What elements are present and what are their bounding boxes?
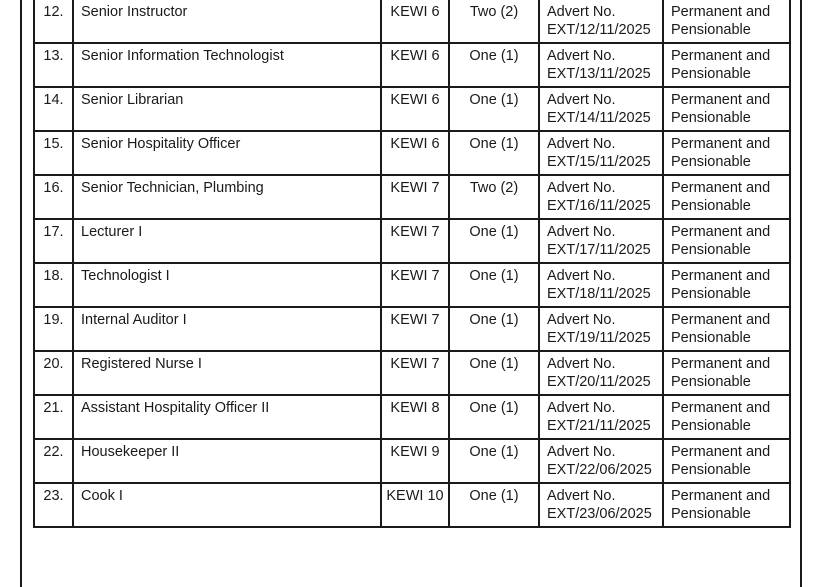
terms-line-1: Permanent and [671, 136, 771, 152]
advert-cell [539, 395, 663, 439]
terms-line-2: Pensionable [671, 329, 751, 346]
row-number-cell [34, 43, 73, 87]
terms-cell [663, 175, 790, 219]
grade-cell [381, 43, 449, 87]
row-number-cell [34, 175, 73, 219]
terms-cell [663, 219, 790, 263]
row-number: 20. [43, 356, 64, 372]
advert-number: EXT/21/11/2025 [547, 417, 651, 434]
terms-line-2: Pensionable [671, 109, 751, 126]
advert-number: EXT/17/11/2025 [547, 241, 651, 258]
position-cell [73, 439, 381, 483]
advert-label: Advert No. [547, 48, 616, 64]
advert-label: Advert No. [547, 92, 616, 108]
grade-cell [381, 131, 449, 175]
row-number-cell [34, 263, 73, 307]
row-number-cell [34, 307, 73, 351]
posts-cell [449, 219, 539, 263]
job-grade: KEWI 6 [390, 136, 440, 152]
row-number-cell [34, 439, 73, 483]
terms-cell [663, 395, 790, 439]
terms-line-1: Permanent and [671, 444, 771, 460]
job-grade: KEWI 7 [390, 224, 440, 240]
number-of-posts: One (1) [469, 268, 519, 284]
number-of-posts: Two (2) [469, 180, 519, 196]
position-title: Cook I [81, 488, 123, 504]
grade-cell [381, 439, 449, 483]
advert-label: Advert No. [547, 180, 616, 196]
advert-label: Advert No. [547, 312, 616, 328]
advert-number: EXT/15/11/2025 [547, 153, 651, 170]
terms-line-1: Permanent and [671, 48, 771, 64]
terms-line-1: Permanent and [671, 488, 771, 504]
number-of-posts: One (1) [469, 224, 519, 240]
advert-cell [539, 483, 663, 527]
number-of-posts: One (1) [469, 356, 519, 372]
job-grade: KEWI 6 [390, 48, 440, 64]
position-cell [73, 219, 381, 263]
row-number: 17. [43, 224, 64, 240]
position-cell [73, 0, 381, 43]
table-row [34, 43, 790, 87]
advert-label: Advert No. [547, 4, 616, 20]
advert-cell [539, 219, 663, 263]
job-grade: KEWI 7 [390, 268, 440, 284]
table-row [34, 87, 790, 131]
advert-label: Advert No. [547, 268, 616, 284]
job-grade: KEWI 7 [390, 312, 440, 328]
row-number-cell [34, 219, 73, 263]
row-number: 21. [43, 400, 64, 416]
number-of-posts: One (1) [469, 400, 519, 416]
grade-cell [381, 483, 449, 527]
position-title: Housekeeper II [81, 444, 180, 460]
position-title: Lecturer I [81, 224, 143, 240]
advert-label: Advert No. [547, 224, 616, 240]
job-grade: KEWI 6 [390, 4, 440, 20]
terms-line-1: Permanent and [671, 180, 771, 196]
advert-number: EXT/16/11/2025 [547, 197, 651, 214]
number-of-posts: One (1) [469, 488, 519, 504]
advert-label: Advert No. [547, 488, 616, 504]
position-title: Senior Instructor [81, 4, 188, 20]
advert-label: Advert No. [547, 444, 616, 460]
position-cell [73, 131, 381, 175]
job-grade: KEWI 8 [390, 400, 440, 416]
row-number-cell [34, 483, 73, 527]
position-cell [73, 43, 381, 87]
row-number: 14. [43, 92, 64, 108]
advert-label: Advert No. [547, 356, 616, 372]
posts-cell [449, 87, 539, 131]
posts-cell [449, 483, 539, 527]
terms-cell [663, 439, 790, 483]
position-cell [73, 351, 381, 395]
row-number-cell [34, 351, 73, 395]
advert-number: EXT/12/11/2025 [547, 21, 651, 38]
table-row [34, 175, 790, 219]
position-cell [73, 263, 381, 307]
advert-cell [539, 175, 663, 219]
terms-line-2: Pensionable [671, 21, 751, 38]
advert-label: Advert No. [547, 400, 616, 416]
posts-cell [449, 0, 539, 43]
table-row [34, 263, 790, 307]
row-number: 16. [43, 180, 64, 196]
advert-label: Advert No. [547, 136, 616, 152]
grade-cell [381, 263, 449, 307]
terms-line-2: Pensionable [671, 65, 751, 82]
terms-line-2: Pensionable [671, 285, 751, 302]
position-title: Senior Librarian [81, 92, 184, 108]
table-row [34, 483, 790, 527]
row-number-cell [34, 395, 73, 439]
table-row [34, 219, 790, 263]
terms-line-2: Pensionable [671, 373, 751, 390]
position-title: Senior Information Technologist [81, 48, 284, 64]
advert-number: EXT/14/11/2025 [547, 109, 651, 126]
row-number: 22. [43, 444, 64, 460]
job-grade: KEWI 6 [390, 92, 440, 108]
row-number: 19. [43, 312, 64, 328]
job-grade: KEWI 7 [390, 180, 440, 196]
terms-line-1: Permanent and [671, 4, 771, 20]
terms-line-2: Pensionable [671, 461, 751, 478]
advert-cell [539, 439, 663, 483]
posts-cell [449, 395, 539, 439]
position-title: Internal Auditor I [81, 312, 187, 328]
row-number: 18. [43, 268, 64, 284]
posts-cell [449, 131, 539, 175]
position-title: Senior Technician, Plumbing [81, 180, 264, 196]
posts-cell [449, 43, 539, 87]
position-cell [73, 87, 381, 131]
terms-cell [663, 351, 790, 395]
advert-number: EXT/19/11/2025 [547, 329, 651, 346]
terms-line-2: Pensionable [671, 417, 751, 434]
job-grade: KEWI 7 [390, 356, 440, 372]
terms-cell [663, 43, 790, 87]
row-number-cell [34, 0, 73, 43]
advert-cell [539, 0, 663, 43]
position-title: Technologist I [81, 268, 170, 284]
grade-cell [381, 0, 449, 43]
terms-cell [663, 87, 790, 131]
advert-cell [539, 351, 663, 395]
terms-line-1: Permanent and [671, 224, 771, 240]
number-of-posts: One (1) [469, 92, 519, 108]
posts-cell [449, 307, 539, 351]
terms-cell [663, 0, 790, 43]
advert-cell [539, 307, 663, 351]
posts-cell [449, 175, 539, 219]
terms-line-2: Pensionable [671, 505, 751, 522]
grade-cell [381, 395, 449, 439]
position-title: Assistant Hospitality Officer II [81, 400, 270, 416]
number-of-posts: One (1) [469, 312, 519, 328]
table-row [34, 351, 790, 395]
advert-cell [539, 131, 663, 175]
advert-number: EXT/18/11/2025 [547, 285, 651, 302]
advert-cell [539, 263, 663, 307]
terms-line-1: Permanent and [671, 312, 771, 328]
number-of-posts: One (1) [469, 48, 519, 64]
table-row [34, 131, 790, 175]
number-of-posts: Two (2) [469, 4, 519, 20]
job-grade: KEWI 9 [390, 444, 440, 460]
terms-cell [663, 263, 790, 307]
advert-number: EXT/22/06/2025 [547, 461, 652, 478]
position-title: Senior Hospitality Officer [81, 136, 241, 152]
position-cell [73, 395, 381, 439]
advert-cell [539, 87, 663, 131]
grade-cell [381, 219, 449, 263]
terms-line-2: Pensionable [671, 197, 751, 214]
advert-number: EXT/20/11/2025 [547, 373, 651, 390]
grade-cell [381, 351, 449, 395]
terms-cell [663, 131, 790, 175]
terms-line-1: Permanent and [671, 92, 771, 108]
number-of-posts: One (1) [469, 136, 519, 152]
row-number: 13. [43, 48, 64, 64]
terms-cell [663, 307, 790, 351]
posts-cell [449, 263, 539, 307]
advert-number: EXT/23/06/2025 [547, 505, 652, 522]
table-row [34, 307, 790, 351]
position-cell [73, 483, 381, 527]
advert-cell [539, 43, 663, 87]
terms-line-1: Permanent and [671, 356, 771, 372]
terms-line-2: Pensionable [671, 241, 751, 258]
table-row [34, 0, 790, 43]
posts-cell [449, 439, 539, 483]
vacancies-table [33, 0, 791, 528]
row-number: 23. [43, 488, 64, 504]
position-cell [73, 307, 381, 351]
table-row [34, 439, 790, 483]
table-row [34, 395, 790, 439]
row-number: 15. [43, 136, 64, 152]
advert-number: EXT/13/11/2025 [547, 65, 651, 82]
grade-cell [381, 87, 449, 131]
position-title: Registered Nurse I [81, 356, 202, 372]
grade-cell [381, 307, 449, 351]
row-number-cell [34, 131, 73, 175]
row-number-cell [34, 87, 73, 131]
terms-cell [663, 483, 790, 527]
position-cell [73, 175, 381, 219]
terms-line-1: Permanent and [671, 400, 771, 416]
posts-cell [449, 351, 539, 395]
row-number: 12. [43, 4, 64, 20]
terms-line-1: Permanent and [671, 268, 771, 284]
grade-cell [381, 175, 449, 219]
terms-line-2: Pensionable [671, 153, 751, 170]
job-grade: KEWI 10 [386, 488, 444, 504]
vacancies-table-body [34, 0, 790, 527]
number-of-posts: One (1) [469, 444, 519, 460]
